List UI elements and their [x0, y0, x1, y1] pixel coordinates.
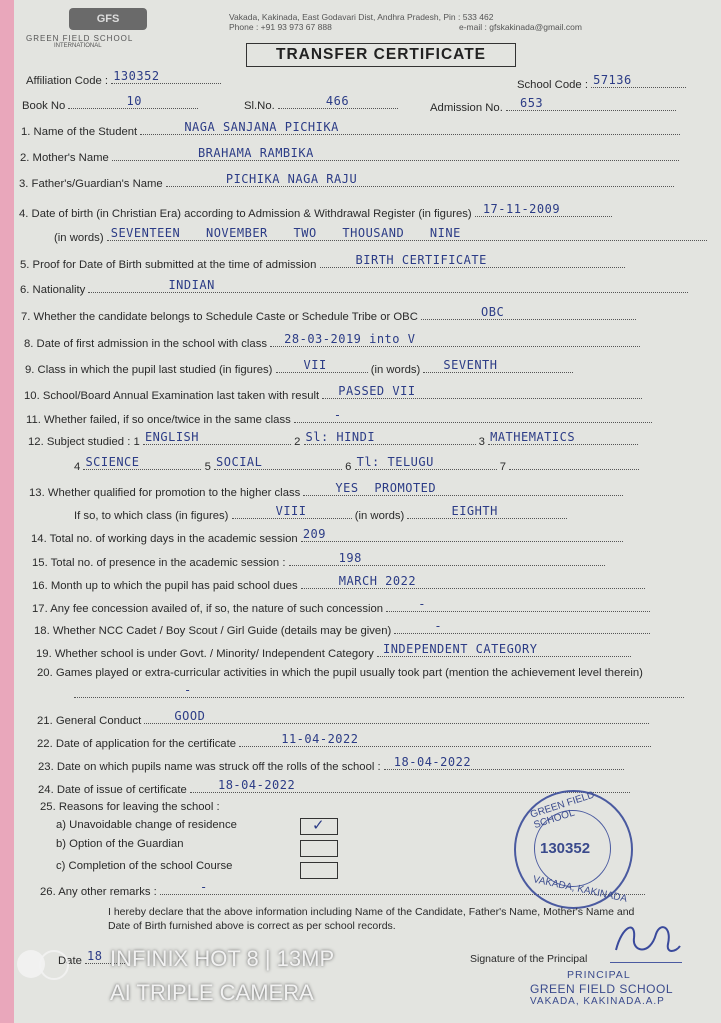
field-ncc — [34, 620, 650, 637]
next-class-value: VIII — [275, 504, 307, 518]
subject-4: SCIENCE — [85, 455, 140, 469]
field-dob-words — [54, 227, 707, 244]
field-label: 20. Games played or extra-curricular activities in which the pupil usually took part (mention the achievement level therein) — [37, 667, 643, 679]
date-label: Date — [58, 955, 82, 967]
subject-6: Tl: TELUGU — [356, 455, 434, 469]
category-value: INDEPENDENT CATEGORY — [382, 642, 538, 656]
school-code-label: School Code : — [517, 79, 588, 91]
reason-a-checkbox — [300, 818, 338, 835]
field-label: 10. School/Board Annual Examination last taken with result — [24, 390, 320, 402]
conduct-value: GOOD — [174, 709, 206, 723]
field-label: 4. Date of birth (in Christian Era) according to Admission & Withdrawal Register (in figures) — [19, 208, 472, 220]
subject-number: 7 — [499, 461, 507, 473]
book-value: 10 — [126, 94, 142, 108]
admission-row — [430, 97, 676, 114]
reason-c: c) Completion of the school Course — [56, 860, 233, 872]
check-mark-icon: ✓ — [312, 817, 325, 834]
camera-watermark-line-2: AI TRIPLE CAMERA — [110, 980, 314, 1005]
school-name: GREEN FIELD SCHOOL — [26, 34, 134, 43]
certificate-title: TRANSFER CERTIFICATE — [246, 43, 516, 67]
principal-signature — [610, 916, 682, 963]
school-stamp — [514, 790, 633, 909]
application-date-value: 11-04-2022 — [281, 732, 359, 746]
field-mother-name — [20, 147, 679, 164]
principal-stamp-title: PRINCIPAL — [567, 969, 631, 981]
reason-b-checkbox — [300, 840, 338, 857]
games-value: - — [184, 683, 192, 697]
field-fee-concession — [32, 598, 650, 615]
presence-value: 198 — [338, 551, 362, 565]
affiliation-row — [26, 70, 221, 87]
nationality-value: INDIAN — [168, 278, 215, 292]
field-issue-date — [38, 779, 630, 796]
father-name-value: PICHIKA NAGA RAJU — [225, 172, 358, 186]
field-last-class — [25, 359, 573, 376]
school-subtitle: INTERNATIONAL — [54, 43, 102, 49]
field-next-class — [74, 505, 567, 522]
field-label: 12. Subject studied : 1 — [28, 436, 140, 448]
declaration-line-1: I hereby declare that the above information including Name of the Candidate, Father's Name, Mother's Name and — [108, 906, 635, 918]
field-label: 3. Father's/Guardian's Name — [19, 178, 163, 190]
ncc-value: - — [434, 619, 443, 633]
next-class-words: EIGHTH — [451, 504, 498, 518]
subject-3: MATHEMATICS — [490, 430, 576, 444]
school-code-value: 57136 — [593, 73, 632, 87]
last-class-words: SEVENTH — [443, 358, 498, 372]
remarks-value: - — [199, 880, 208, 894]
field-label: 14. Total no. of working days in the academic session — [31, 533, 298, 545]
subject-number: 6 — [345, 461, 352, 473]
field-label: 23. Date on which pupils name was struck off the rolls of the school : — [38, 761, 381, 773]
field-dues — [32, 575, 645, 592]
working-days-value: 209 — [302, 527, 327, 541]
field-label: (in words) — [54, 232, 104, 244]
in-words-label: (in words) — [370, 364, 421, 376]
subject-5: SOCIAL — [216, 455, 263, 469]
fee-concession-value: - — [418, 597, 426, 611]
caste-value: OBC — [481, 305, 505, 319]
field-exam-result — [24, 385, 642, 402]
subject-number: 3 — [478, 436, 485, 448]
reason-b: b) Option of the Guardian — [56, 838, 184, 850]
subject-2: Sl: HINDI — [305, 430, 376, 444]
issue-date-value: 18-04-2022 — [217, 778, 296, 792]
student-name-value: NAGA SANJANA PICHIKA — [184, 120, 339, 134]
field-label: 17. Any fee concession availed of, if so, the nature of such concession — [32, 603, 384, 615]
admission-value: 653 — [519, 96, 544, 110]
slno-row — [244, 95, 398, 112]
field-label: 25. Reasons for leaving the school : — [40, 801, 220, 813]
field-label: 16. Month up to which the pupil has paid school dues — [32, 580, 298, 592]
field-application-date — [37, 733, 651, 750]
dob-value: 17-11-2009 — [482, 202, 561, 216]
first-admission-value: 28-03-2019 into V — [284, 332, 416, 346]
affiliation-label: Affiliation Code : — [26, 75, 109, 87]
field-reasons — [40, 801, 220, 813]
camera-logo-icon — [17, 950, 77, 980]
slno-label: Sl.No. — [244, 100, 275, 112]
field-label: 1. Name of the Student — [21, 126, 138, 138]
slno-value: 466 — [325, 94, 350, 108]
field-presence — [32, 552, 605, 569]
field-failed — [26, 409, 652, 426]
field-label: 5. Proof for Date of Birth submitted at the time of admission — [20, 259, 317, 271]
field-label: 9. Class in which the pupil last studied (in figures) — [25, 364, 273, 376]
field-label: 8. Date of first admission in the school with class — [24, 338, 267, 350]
field-label: 19. Whether school is under Govt. / Minority/ Independent Category — [36, 648, 374, 660]
declaration-line-2: Date of Birth furnished above is correct as per school records. — [108, 920, 396, 932]
reason-a: a) Unavoidable change of residence — [56, 819, 237, 831]
field-label: 2. Mother's Name — [20, 152, 109, 164]
field-label: 26. Any other remarks : — [40, 886, 157, 898]
subject-number: 4 — [74, 461, 81, 473]
affiliation-value: 130352 — [113, 69, 160, 83]
field-label: 15. Total no. of presence in the academic session : — [32, 557, 286, 569]
transfer-certificate-paper — [14, 0, 721, 1023]
dob-proof-value: BIRTH CERTIFICATE — [355, 253, 487, 267]
field-category — [36, 643, 631, 660]
failed-value: - — [333, 408, 342, 422]
field-label: 13. Whether qualified for promotion to the higher class — [29, 487, 301, 499]
field-subjects — [28, 431, 638, 448]
school-code-row — [517, 74, 686, 91]
reason-c-checkbox — [300, 862, 338, 879]
exam-result-value: PASSED VII — [338, 384, 416, 398]
field-caste — [21, 306, 636, 323]
field-father-name — [19, 173, 674, 190]
field-games-line — [74, 684, 684, 701]
last-class-value: VII — [303, 358, 327, 372]
school-phone: Phone : +91 93 973 67 888 — [229, 22, 332, 32]
stamp-code: 130352 — [540, 840, 591, 857]
field-games — [37, 667, 643, 679]
field-label: 18. Whether NCC Cadet / Boy Scout / Girl Guide (details may be given) — [34, 625, 392, 637]
book-row — [22, 95, 198, 112]
field-promotion — [29, 482, 623, 499]
field-dob-proof — [20, 254, 625, 271]
subject-number: 5 — [204, 461, 211, 473]
subject-number: 2 — [294, 436, 301, 448]
principal-stamp-place: VAKADA, KAKINADA.A.P — [530, 996, 665, 1007]
stamp-top-text: GREEN FIELD SCHOOL — [529, 789, 596, 832]
promotion-value: YES PROMOTED — [335, 481, 437, 495]
school-address: Vakada, Kakinada, East Godavari Dist, Andhra Pradesh, Pin : 533 462 — [229, 12, 494, 22]
date-value: 18 — [87, 949, 103, 963]
school-logo: GFS — [69, 8, 147, 30]
field-first-admission — [24, 333, 640, 350]
field-nationality — [20, 279, 688, 296]
principal-signature-label: Signature of the Principal — [470, 953, 588, 965]
struck-off-value: 18-04-2022 — [393, 755, 472, 769]
school-email: e-mail : gfskakinada@gmail.com — [459, 22, 582, 32]
mother-name-value: BRAHAMA RAMBIKA — [197, 146, 314, 160]
field-label: 11. Whether failed, if so once/twice in the same class — [26, 414, 291, 426]
stamp-bottom-text: VAKADA, KAKINADA — [531, 874, 629, 905]
field-label: 22. Date of application for the certificate — [37, 738, 237, 750]
admission-label: Admission No. — [430, 102, 503, 114]
field-student-name — [21, 121, 680, 138]
book-label: Book No — [22, 100, 66, 112]
field-subjects-2 — [74, 456, 639, 473]
dues-value: MARCH 2022 — [338, 574, 417, 588]
camera-watermark-line-1: INFINIX HOT 8 | 13MP — [110, 946, 335, 971]
field-label: 24. Date of issue of certificate — [38, 784, 187, 796]
field-label: If so, to which class (in figures) — [74, 510, 229, 522]
field-label: 6. Nationality — [20, 284, 86, 296]
field-working-days — [31, 528, 623, 545]
in-words-label: (in words) — [354, 510, 405, 522]
field-conduct — [37, 710, 649, 727]
subject-1: ENGLISH — [144, 430, 200, 444]
principal-stamp-school: GREEN FIELD SCHOOL — [530, 982, 674, 996]
field-label: 7. Whether the candidate belongs to Schedule Caste or Schedule Tribe or OBC — [21, 311, 418, 323]
dob-words-value: SEVENTEEN NOVEMBER TWO THOUSAND NINE — [110, 226, 461, 240]
field-dob — [19, 203, 612, 220]
field-label: 21. General Conduct — [37, 715, 142, 727]
field-struck-off — [38, 756, 624, 773]
